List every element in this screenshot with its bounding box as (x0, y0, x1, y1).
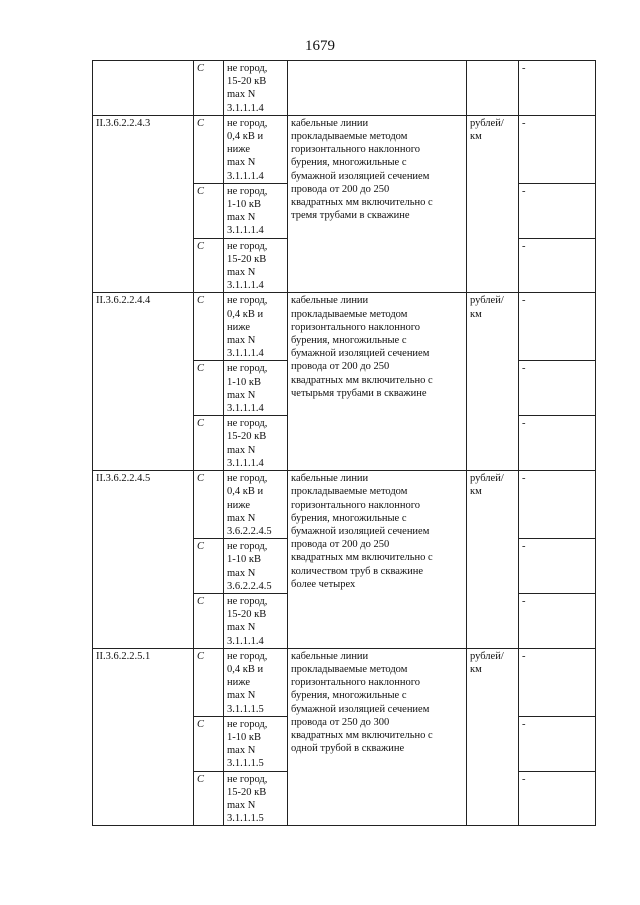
condition-cell (224, 115, 288, 183)
condition-line: max N (227, 444, 256, 456)
condition-line: 3.1.1.1.4 (227, 348, 264, 360)
condition-line: не город, (227, 117, 268, 129)
description-line: тремя трубами в скважине (291, 210, 410, 222)
description-line: горизонтального наклонного (291, 677, 421, 689)
description-line: квадратных мм включительно с (291, 374, 433, 386)
description-line: провода от 200 до 250 (291, 183, 390, 195)
category-cell: C (194, 293, 224, 361)
description-line: одной трубой в скважине (291, 743, 405, 755)
condition-line: 3.1.1.1.5 (227, 813, 264, 825)
category-cell: C (194, 115, 224, 183)
unit-line: км (470, 486, 482, 498)
code-cell: II.3.6.2.2.4.3 (93, 115, 194, 293)
condition-line: max N (227, 799, 256, 811)
description-line: горизонтального наклонного (291, 144, 421, 156)
condition-line: не город, (227, 718, 268, 730)
description-line: прокладываемые методом (291, 131, 408, 143)
description-line: более четырех (291, 578, 356, 590)
condition-line: 0,4 кВ и (227, 486, 264, 498)
condition-line: 0,4 кВ и (227, 131, 264, 143)
condition-line: max N (227, 745, 256, 757)
value-cell: - (519, 61, 596, 116)
condition-line: max N (227, 512, 256, 524)
description-line: бурения, многожильные с (291, 335, 407, 347)
condition-line: 3.1.1.1.4 (227, 280, 264, 292)
description-line: квадратных мм включительно с (291, 729, 433, 741)
value-cell: - (519, 416, 596, 471)
condition-line: max N (227, 157, 256, 169)
description-line: кабельные линии (291, 295, 369, 307)
category-cell: C (194, 771, 224, 826)
value-cell: - (519, 648, 596, 716)
description-line: квадратных мм включительно с (291, 552, 433, 564)
unit-cell (467, 115, 519, 293)
unit-line: км (470, 308, 482, 320)
condition-line: max N (227, 335, 256, 347)
unit-line: рублей/ (470, 117, 504, 129)
code-cell (93, 61, 194, 116)
condition-line: не город, (227, 240, 268, 252)
table-row (93, 61, 596, 116)
condition-cell (224, 183, 288, 238)
condition-line: 3.1.1.1.4 (227, 102, 264, 114)
condition-cell (224, 238, 288, 293)
value-cell: - (519, 293, 596, 361)
condition-line: не город, (227, 63, 268, 74)
condition-line: не город, (227, 473, 268, 485)
category-cell: C (194, 238, 224, 293)
value-cell: - (519, 471, 596, 539)
unit-line: км (470, 131, 482, 143)
condition-cell (224, 771, 288, 826)
page-number: 1679 (305, 38, 335, 54)
description-line: прокладываемые методом (291, 308, 408, 320)
condition-line: 15-20 кВ (227, 253, 267, 265)
condition-line: 3.1.1.1.4 (227, 225, 264, 237)
value-cell: - (519, 115, 596, 183)
description-line: бурения, многожильные с (291, 690, 407, 702)
condition-line: не город, (227, 541, 268, 553)
description-line: прокладываемые методом (291, 663, 408, 675)
condition-line: 3.1.1.1.4 (227, 635, 264, 647)
value-cell: - (519, 593, 596, 648)
description-line: квадратных мм включительно с (291, 197, 433, 209)
description-line: прокладываемые методом (291, 486, 408, 498)
category-cell: C (194, 361, 224, 416)
condition-line: не город, (227, 773, 268, 785)
code-cell: II.3.6.2.2.5.1 (93, 648, 194, 826)
description-cell (288, 115, 467, 293)
condition-line: ниже (227, 144, 251, 156)
condition-cell (224, 716, 288, 771)
condition-line: не город, (227, 418, 268, 430)
value-cell: - (519, 771, 596, 826)
unit-cell (467, 648, 519, 826)
value-cell: - (519, 539, 596, 594)
tariff-table (92, 60, 596, 826)
description-line: бумажной изоляцией сечением (291, 525, 430, 537)
condition-line: max N (227, 567, 256, 579)
condition-cell (224, 293, 288, 361)
condition-cell (224, 539, 288, 594)
unit-cell (467, 61, 519, 116)
condition-line: 1-10 кВ (227, 376, 261, 388)
condition-line: max N (227, 212, 256, 224)
unit-line: рублей/ (470, 295, 504, 307)
condition-line: max N (227, 389, 256, 401)
code-cell: II.3.6.2.2.4.5 (93, 471, 194, 649)
category-cell: C (194, 593, 224, 648)
description-line: бурения, многожильные с (291, 157, 407, 169)
description-line: горизонтального наклонного (291, 499, 421, 511)
condition-line: не город, (227, 295, 268, 307)
code-cell: II.3.6.2.2.4.4 (93, 293, 194, 471)
condition-line: max N (227, 267, 256, 279)
description-line: кабельные линии (291, 473, 369, 485)
value-cell: - (519, 361, 596, 416)
description-line: бумажной изоляцией сечением (291, 348, 430, 360)
condition-line: не город, (227, 363, 268, 375)
condition-line: 3.1.1.1.5 (227, 703, 264, 715)
condition-line: ниже (227, 499, 251, 511)
condition-line: 1-10 кВ (227, 731, 261, 743)
condition-cell (224, 648, 288, 716)
condition-line: max N (227, 89, 256, 101)
condition-line: не город, (227, 185, 268, 197)
unit-cell (467, 293, 519, 471)
description-line: бумажной изоляцией сечением (291, 170, 430, 182)
condition-line: max N (227, 622, 256, 634)
condition-line: ниже (227, 321, 251, 333)
description-cell (288, 471, 467, 649)
category-cell: C (194, 416, 224, 471)
condition-line: ниже (227, 677, 251, 689)
condition-line: 3.1.1.1.4 (227, 403, 264, 415)
category-cell: C (194, 539, 224, 594)
description-line: провода от 200 до 250 (291, 539, 390, 551)
category-cell: C (194, 648, 224, 716)
condition-cell (224, 593, 288, 648)
value-cell: - (519, 716, 596, 771)
table-row (93, 471, 596, 539)
description-line: кабельные линии (291, 117, 369, 129)
description-line: кабельные линии (291, 650, 369, 662)
condition-cell (224, 361, 288, 416)
unit-line: рублей/ (470, 473, 504, 485)
category-cell: C (194, 61, 224, 116)
table-row (93, 648, 596, 716)
category-cell: C (194, 471, 224, 539)
condition-line: 15-20 кВ (227, 786, 267, 798)
condition-line: max N (227, 690, 256, 702)
table-row (93, 293, 596, 361)
description-line: провода от 250 до 300 (291, 716, 390, 728)
condition-line: 15-20 кВ (227, 609, 267, 621)
condition-line: 3.6.2.2.4.5 (227, 525, 272, 537)
value-cell: - (519, 238, 596, 293)
condition-cell (224, 416, 288, 471)
description-line: четырьмя трубами в скважине (291, 387, 427, 399)
condition-line: 3.1.1.1.4 (227, 170, 264, 182)
condition-line: 0,4 кВ и (227, 663, 264, 675)
condition-line: 0,4 кВ и (227, 308, 264, 320)
value-cell: - (519, 183, 596, 238)
condition-line: 3.6.2.2.4.5 (227, 580, 272, 592)
description-cell (288, 61, 467, 116)
unit-line: рублей/ (470, 650, 504, 662)
condition-line: 3.1.1.1.5 (227, 758, 264, 770)
description-cell (288, 293, 467, 471)
description-cell (288, 648, 467, 826)
description-line: горизонтального наклонного (291, 321, 421, 333)
category-cell: C (194, 183, 224, 238)
category-cell: C (194, 716, 224, 771)
condition-line: 15-20 кВ (227, 431, 267, 443)
unit-cell (467, 471, 519, 649)
condition-line: 3.1.1.1.4 (227, 457, 264, 469)
table-row (93, 115, 596, 183)
unit-line: км (470, 663, 482, 675)
condition-line: 15-20 кВ (227, 76, 267, 88)
description-line: провода от 200 до 250 (291, 361, 390, 373)
condition-line: не город, (227, 650, 268, 662)
condition-line: 1-10 кВ (227, 554, 261, 566)
description-line: количеством труб в скважине (291, 565, 424, 577)
condition-cell (224, 61, 288, 116)
description-line: бумажной изоляцией сечением (291, 703, 430, 715)
description-line: бурения, многожильные с (291, 512, 407, 524)
condition-line: не город, (227, 595, 268, 607)
condition-line: 1-10 кВ (227, 199, 261, 211)
condition-cell (224, 471, 288, 539)
